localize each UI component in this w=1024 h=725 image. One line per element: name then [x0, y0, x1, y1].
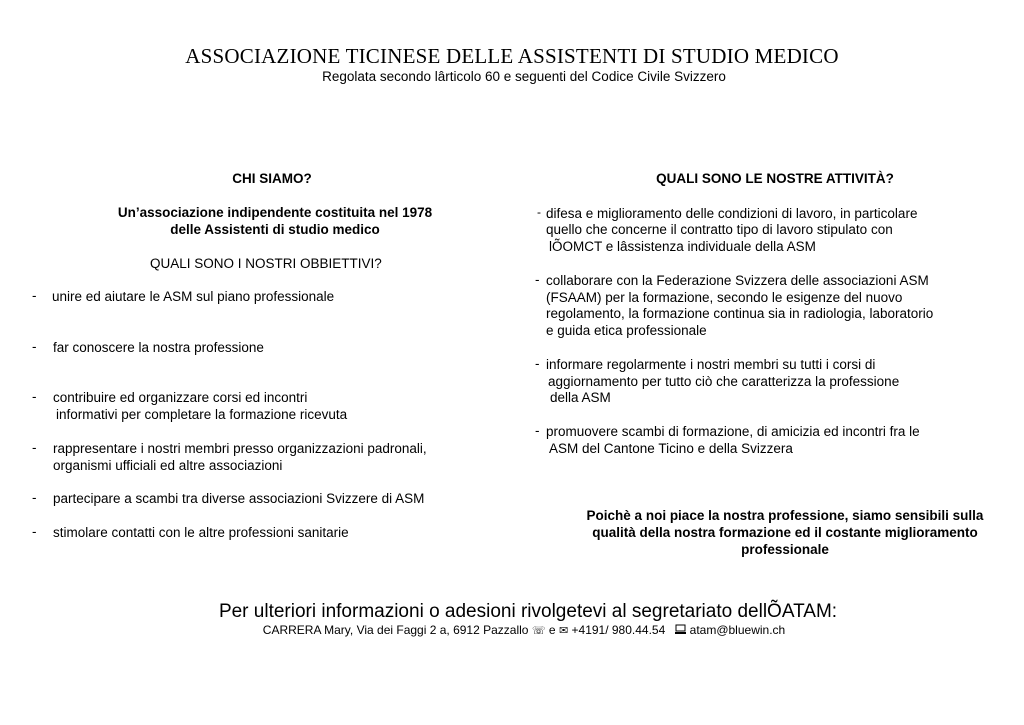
- fax-icon: ✉: [558, 625, 569, 637]
- left-heading: CHI SIAMO?: [232, 171, 312, 186]
- page-subtitle: Regolata secondo lârticolo 60 e seguenti del Codice Civile Svizzero: [322, 69, 726, 84]
- bullet-dash: -: [535, 423, 540, 438]
- bullet-dash: -: [535, 356, 540, 371]
- list-item-text: quello che concerne il contratto tipo di lavoro stipulato con: [546, 222, 893, 237]
- bullet-dash: -: [32, 389, 37, 404]
- list-item-text: stimolare contatti con le altre professioni sanitarie: [53, 525, 349, 540]
- footer-contact: [0, 623, 1024, 637]
- list-item-text: e guida etica professionale: [546, 323, 707, 338]
- left-intro: [50, 204, 500, 238]
- list-item-text: organismi ufficiali ed altre associazioni: [53, 458, 283, 473]
- list-item-text: aggiornamento per tutto ciò che caratterizza la professione: [548, 374, 900, 389]
- list-item-text: informare regolarmente i nostri membri su tutti i corsi di: [546, 357, 876, 372]
- bullet-dash: -: [537, 205, 541, 219]
- contact-connector: e: [548, 623, 556, 637]
- bullet-dash: -: [32, 490, 37, 505]
- bullet-dash: -: [32, 339, 37, 354]
- list-item-text: (FSAAM) per la formazione, secondo le esigenze del nuovo: [546, 290, 903, 305]
- closing-statement: [540, 507, 1024, 558]
- list-item-text: rappresentare i nostri membri presso organizzazioni padronali,: [53, 441, 427, 456]
- bullet-dash: -: [32, 288, 37, 303]
- bullet-dash: -: [535, 272, 540, 287]
- list-item-text: ASM del Cantone Ticino e della Svizzera: [549, 441, 793, 456]
- list-item-text: informativi per completare la formazione ricevuta: [56, 407, 348, 422]
- goals-heading: QUALI SONO I NOSTRI OBBIETTIVI?: [150, 256, 382, 271]
- list-item-text: unire ed aiutare le ASM sul piano professionale: [52, 289, 335, 304]
- list-item-text: partecipare a scambi tra diverse associazioni Svizzere di ASM: [53, 491, 425, 506]
- contact-address: CARRERA Mary, Via dei Faggi 2 a, 6912 Pazzallo: [262, 623, 529, 637]
- list-item-text: far conoscere la nostra professione: [53, 340, 264, 355]
- left-intro-line1: Un’associazione indipendente costituita nel 1978: [117, 205, 433, 220]
- contact-email[interactable]: atam@bluewin.ch: [689, 623, 786, 637]
- computer-icon: [675, 624, 686, 637]
- left-intro-line2: delle Assistenti di studio medico: [170, 222, 380, 237]
- page-title: ASSOCIAZIONE TICINESE DELLE ASSISTENTI DI STUDIO MEDICO: [185, 44, 839, 68]
- list-item-text: promuovere scambi di formazione, di amicizia ed incontri fra le: [546, 424, 920, 439]
- bullet-dash: -: [32, 524, 37, 539]
- list-item-text: lÕOMCT e lâssistenza individuale della ASM: [549, 239, 816, 254]
- right-heading: QUALI SONO LE NOSTRE ATTIVITÀ?: [656, 171, 894, 186]
- list-item-text: collaborare con la Federazione Svizzera delle associazioni ASM: [546, 273, 929, 288]
- list-item-text: contribuire ed organizzare corsi ed incontri: [53, 390, 308, 405]
- phone-icon: ☏: [531, 625, 546, 637]
- bullet-dash: -: [32, 440, 37, 455]
- list-item-text: regolamento, la formazione continua sia in radiologia, laboratorio: [546, 306, 934, 321]
- contact-phone: +4191/ 980.44.54: [571, 623, 666, 637]
- list-item-text: difesa e miglioramento delle condizioni di lavoro, in particolare: [546, 206, 918, 221]
- list-item-text: della ASM: [550, 390, 611, 405]
- closing-line2: qualità della nostra formazione ed il costante miglioramento: [592, 525, 978, 540]
- closing-line3: professionale: [741, 542, 829, 557]
- closing-line1: Poichè a noi piace la nostra professione, siamo sensibili sulla: [586, 508, 984, 523]
- footer-info: Per ulteriori informazioni o adesioni rivolgetevi al segretariato dellÕATAM:: [218, 601, 838, 622]
